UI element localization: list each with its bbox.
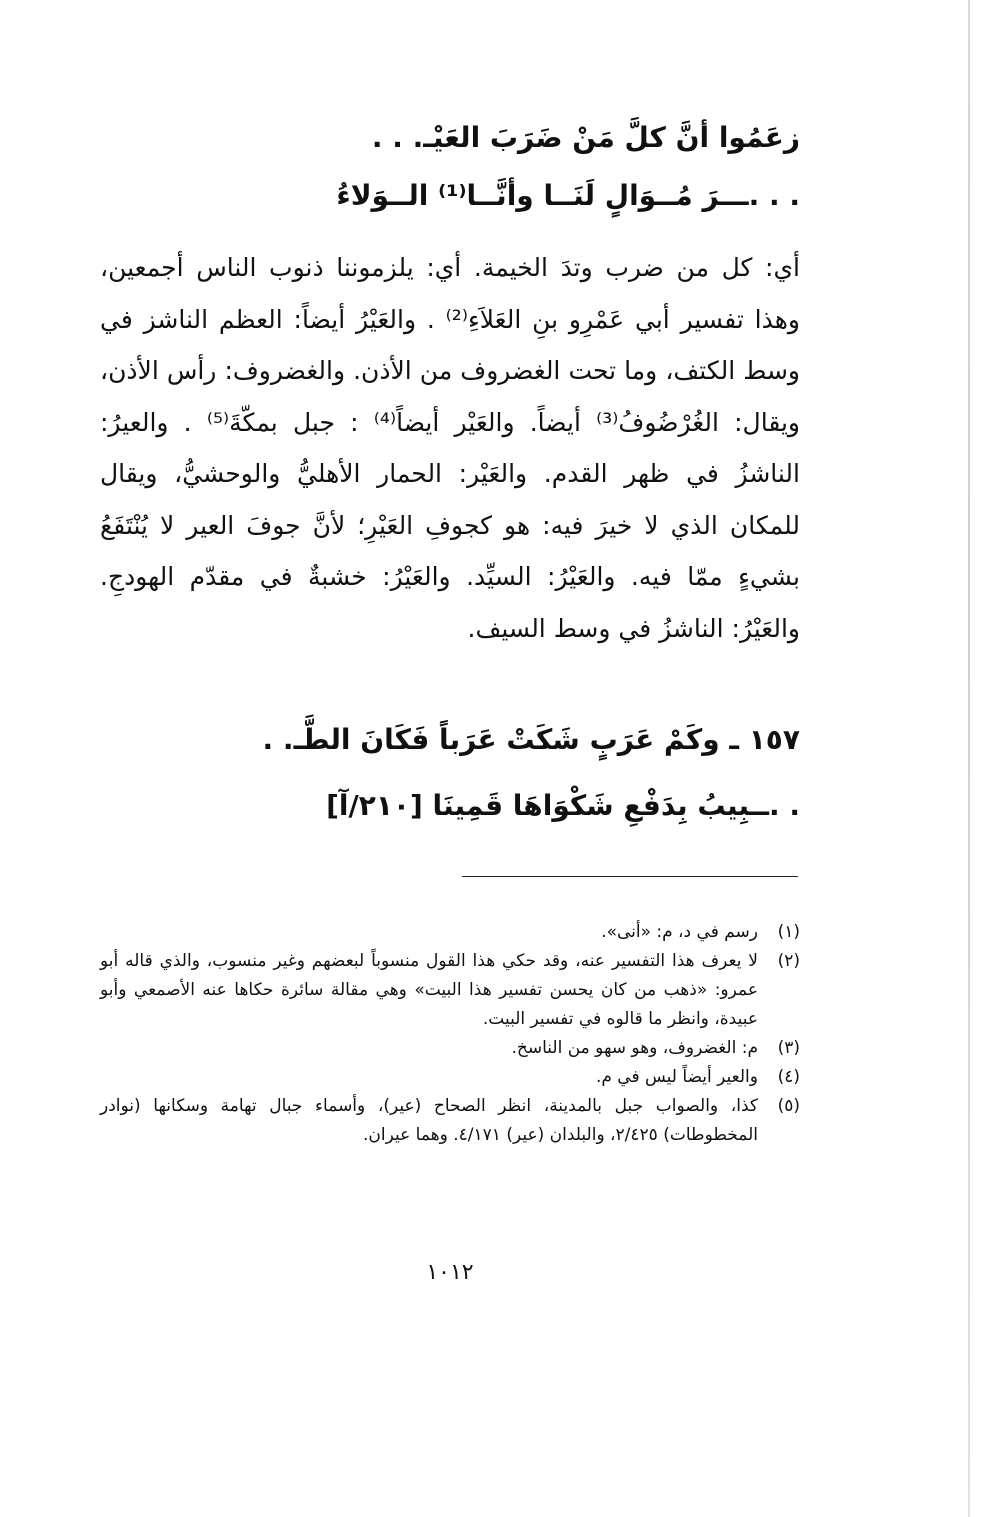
footnote-number: (٥) [777, 1096, 800, 1116]
footnote-number: (٣) [777, 1038, 800, 1058]
commentary-paragraph: أي: كل من ضرب وتدَ الخيمة. أي: يلزموننا ذنوب الناس أجمعين، وهذا تفسير أبي عَمْرِو بنِ العَلاَءِ⁽²⁾ . والعَيْرُ أيضاً: العظم الناشز في وسط الكتف، وما تحت الغضروف من الأذن. والغضروف: رأس الأذن، ويقال: الغُرْضُوفُ⁽³⁾ أيضاً. والعَيْر أيضاً⁽⁴⁾ : جبل بمكّةَ⁽⁵⁾ . والعيرُ: الناشزُ في ظهر القدم. والعَيْر: الحمار الأهليُّ والوحشيُّ، ويقال للمكان الذي لا خيرَ فيه: هو كجوفِ العَيْرِ؛ لأنَّ جوفَ العير لا يُنْتَفَعُ بشيءٍ ممّا فيه. والعَيْرُ: السيِّد. والعَيْرُ: خشبةٌ في مقدّم الهودجِ. والعَيْرُ: الناشزُ في وسط السيف. [100, 253, 800, 643]
footnote-separator [462, 876, 798, 877]
footnote-number: (٢) [777, 951, 800, 971]
footnote-number: (٤) [777, 1067, 800, 1087]
poem-verse-1: زعَمُوا أنَّ كلَّ مَنْ ضَرَبَ العَيْـ. . . [371, 121, 800, 154]
footnote-number: (١) [777, 922, 800, 942]
footnote-text: رسم في د، م: «أنى». [601, 922, 758, 942]
footnote-text: م: الغضروف، وهو سهو من الناسخ. [511, 1038, 758, 1058]
poem-verse-2: . . .ـــرَ مُــوَالٍ لَنَــا وأنَّــا⁽¹⁾ الــوَلاءُ [336, 179, 800, 212]
page-number: ١٠١٢ [426, 1260, 474, 1285]
footnote-text: كذا، والصواب جبل بالمدينة، انظر الصحاح (عير)، وأسماء جبال تهامة وسكانها (نوادر المخطوطات) ٢/٤٢٥، والبلدان (عير) ٤/١٧١. وهما عيران. [100, 1096, 758, 1145]
footnote-text: لا يعرف هذا التفسير عنه، وقد حكي هذا القول منسوباً لبعضهم وغير منسوب، والذي قاله أبو عمرو: «ذهب من كان يحسن تفسير هذا البيت» وهي مقالة سائرة حكاها عنه الأصمعي وأبو عبيدة، وانظر ما قالوه في تفسير البيت. [100, 951, 758, 1029]
poem-verse-157-second-half: . .ــبِيبُ بِدَفْعِ شَكْوَاهَا قَمِينَا [٢١٠/آ] [326, 789, 800, 822]
footnote-item [100, 1063, 800, 1092]
poem-verse-157-first-half: ١٥٧ ـ وكَمْ عَرَبٍ شَكَتْ عَرَباً فَكَانَ الطَّـ. . [262, 723, 800, 756]
footnotes-list [100, 918, 800, 1150]
footnote-item [100, 918, 800, 947]
footnote-item [100, 1034, 800, 1063]
footnote-item [100, 947, 800, 1034]
footnote-item [100, 1092, 800, 1150]
footnote-text: والعير أيضاً ليس في م. [595, 1067, 758, 1087]
page-edge-line [968, 0, 970, 1517]
